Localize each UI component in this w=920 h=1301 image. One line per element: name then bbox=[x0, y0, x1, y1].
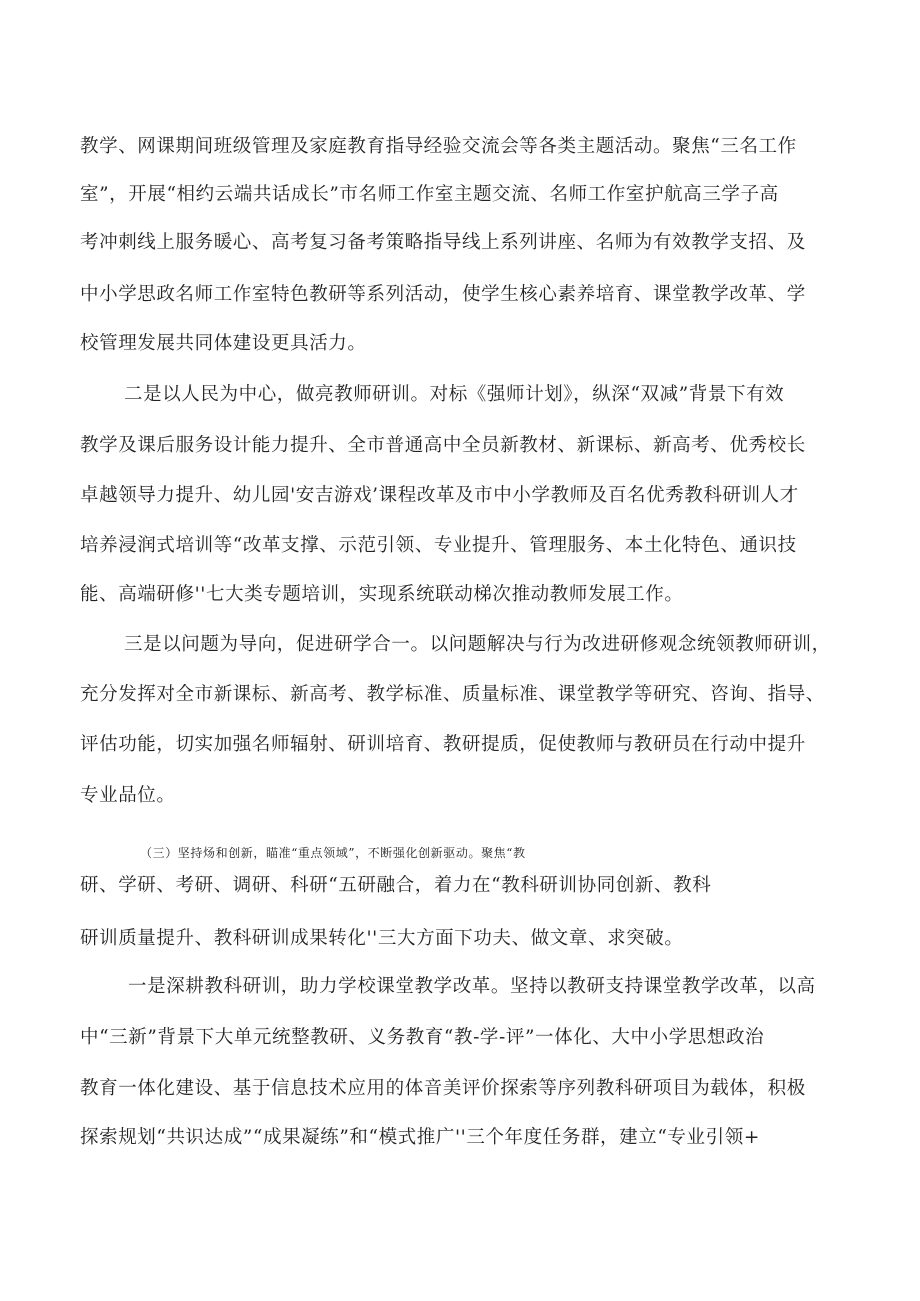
text-line: 中“三新”背景下大单元统整教研、义务教育“教-学-评”一体化、大中小学思想政治 bbox=[80, 1027, 765, 1048]
text-line: 培养浸润式培训等“改革支撑、示范引领、专业提升、管理服务、本土化特色、通识技 bbox=[80, 535, 797, 556]
text-line: 充分发挥对全市新课标、新高考、教学标准、质量标准、课堂教学等研究、咨询、指导、 bbox=[80, 684, 825, 705]
text-line: 中小学思政名师工作室特色教研等系列活动，使学生核心素养培育、课堂教学改革、学 bbox=[80, 284, 806, 305]
text-line: 教育一体化建设、基于信息技术应用的体音美评价探索等序列教科研项目为载体，积极 bbox=[80, 1078, 806, 1099]
text-line: 室”，开展“相约云端共话成长”市名师工作室主题交流、名师工作室护航高三学子高 bbox=[80, 184, 779, 205]
text-line: 卓越领导力提升、幼儿园'安吉游戏’课程改革及市中小学教师及百名优秀教科研训人才 bbox=[80, 485, 799, 506]
text-line: 研训质量提升、教科研训成果转化''三大方面下功夫、做文章、求突破。 bbox=[80, 928, 684, 949]
paragraph-first-line: 三是以问题为导向，促进研学合一。以问题解决与行为改进研修观念统领教师研训， bbox=[124, 634, 831, 655]
text-line: 校管理发展共同体建设更具活力。 bbox=[80, 333, 367, 354]
paragraph-first-line: 二是以人民为中心，做亮教师研训。对标《强师计划》，纵深“双减”背景下有效 bbox=[124, 384, 785, 405]
text-line: 评估功能，切实加强名师辐射、研训培育、教研提质，促使教师与教研员在行动中提升 bbox=[80, 734, 806, 755]
paragraph-first-line: 一是深耕教科研训，助力学校课堂教学改革。坚持以教研支持课堂教学改革，以高 bbox=[128, 976, 816, 997]
text-line: 教学、网课期间班级管理及家庭教育指导经验交流会等各类主题活动。聚焦“三名工作 bbox=[80, 136, 797, 157]
text-line: 考冲刺线上服务暖心、高考复习备考策略指导线上系列讲座、名师为有效教学支招、及 bbox=[80, 232, 806, 253]
section-heading: （三）坚持炀和创新，瞄准“重点领域”，不断强化创新驱动。聚焦“教 bbox=[140, 846, 526, 860]
text-line: 教学及课后服务设计能力提升、全市普通高中全员新教材、新课标、新高考、优秀校长 bbox=[80, 435, 806, 456]
text-line: 研、学研、考研、调研、科研“五研融合，着力在“教科研训协同创新、教科 bbox=[80, 875, 712, 896]
text-line: 专业品位。 bbox=[80, 785, 176, 806]
text-line: 能、高端研修''七大类专题培训，实现系统联动梯次推动教师发展工作。 bbox=[80, 584, 684, 605]
text-line: 探索规划“共识达成”“成果凝练”和“模式推广''三个年度任务群，建立“专业引领+ bbox=[80, 1127, 760, 1148]
